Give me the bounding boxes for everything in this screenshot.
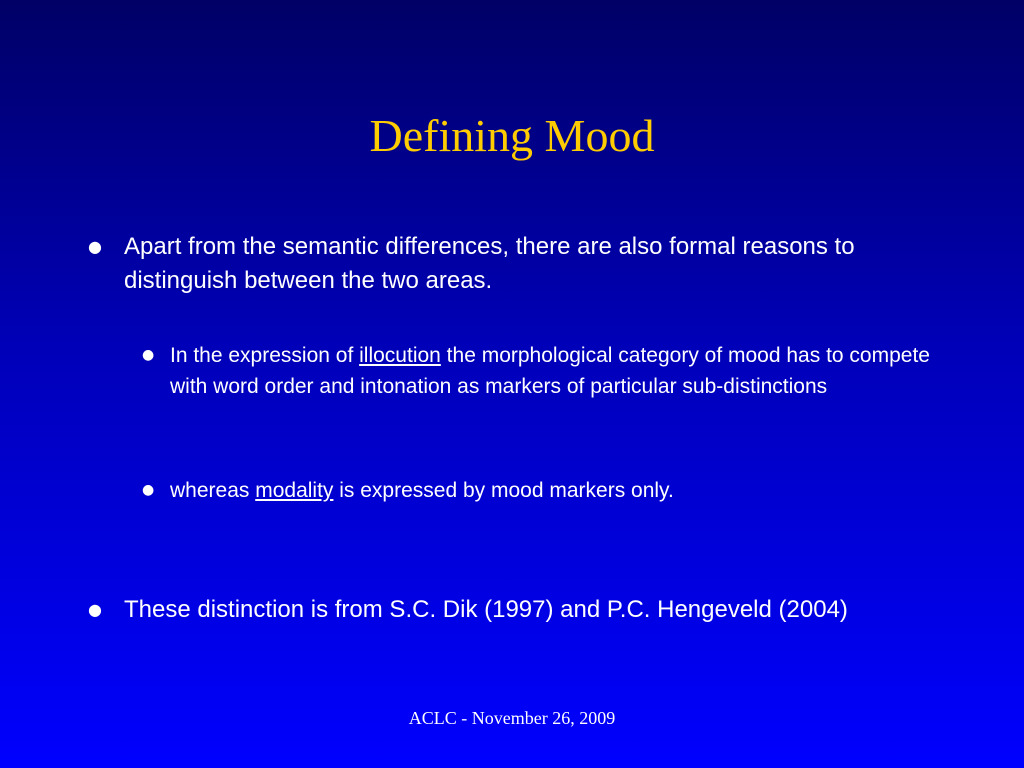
slide-title: Defining Mood — [369, 110, 655, 161]
sub-bullet-modality — [142, 475, 932, 506]
illocution-link[interactable]: illocution — [359, 344, 441, 367]
sub-bullet-text — [170, 475, 674, 506]
slide-footer: ACLC - November 26, 2009 — [408, 708, 616, 728]
text-segment: is expressed by mood markers only. — [333, 479, 674, 502]
bullet-dot-icon: ● — [142, 347, 155, 363]
bullet-formal-reasons — [88, 230, 888, 298]
bullet-dot-icon: ● — [88, 237, 102, 256]
bullet-dot-icon: ● — [142, 482, 155, 498]
sub-bullet-illocution — [142, 340, 932, 402]
text-segment: In the expression of — [170, 344, 360, 367]
bullet-dot-icon: ● — [88, 600, 102, 619]
text-segment: whereas — [170, 479, 256, 502]
text-segment: the morphological category of mood has to compete with word order and intonation as markers of particular sub-distinctions — [170, 344, 930, 398]
bullet-text: These distinction is from S.C. Dik (1997) and P.C. Hengeveld (2004) — [124, 596, 848, 623]
bullet-distinction-source — [88, 593, 968, 627]
sub-bullet-text — [170, 340, 932, 402]
bullet-text: Apart from the semantic differences, there are also formal reasons to distinguish between the two areas. — [124, 233, 855, 294]
modality-link[interactable]: modality — [255, 479, 334, 502]
